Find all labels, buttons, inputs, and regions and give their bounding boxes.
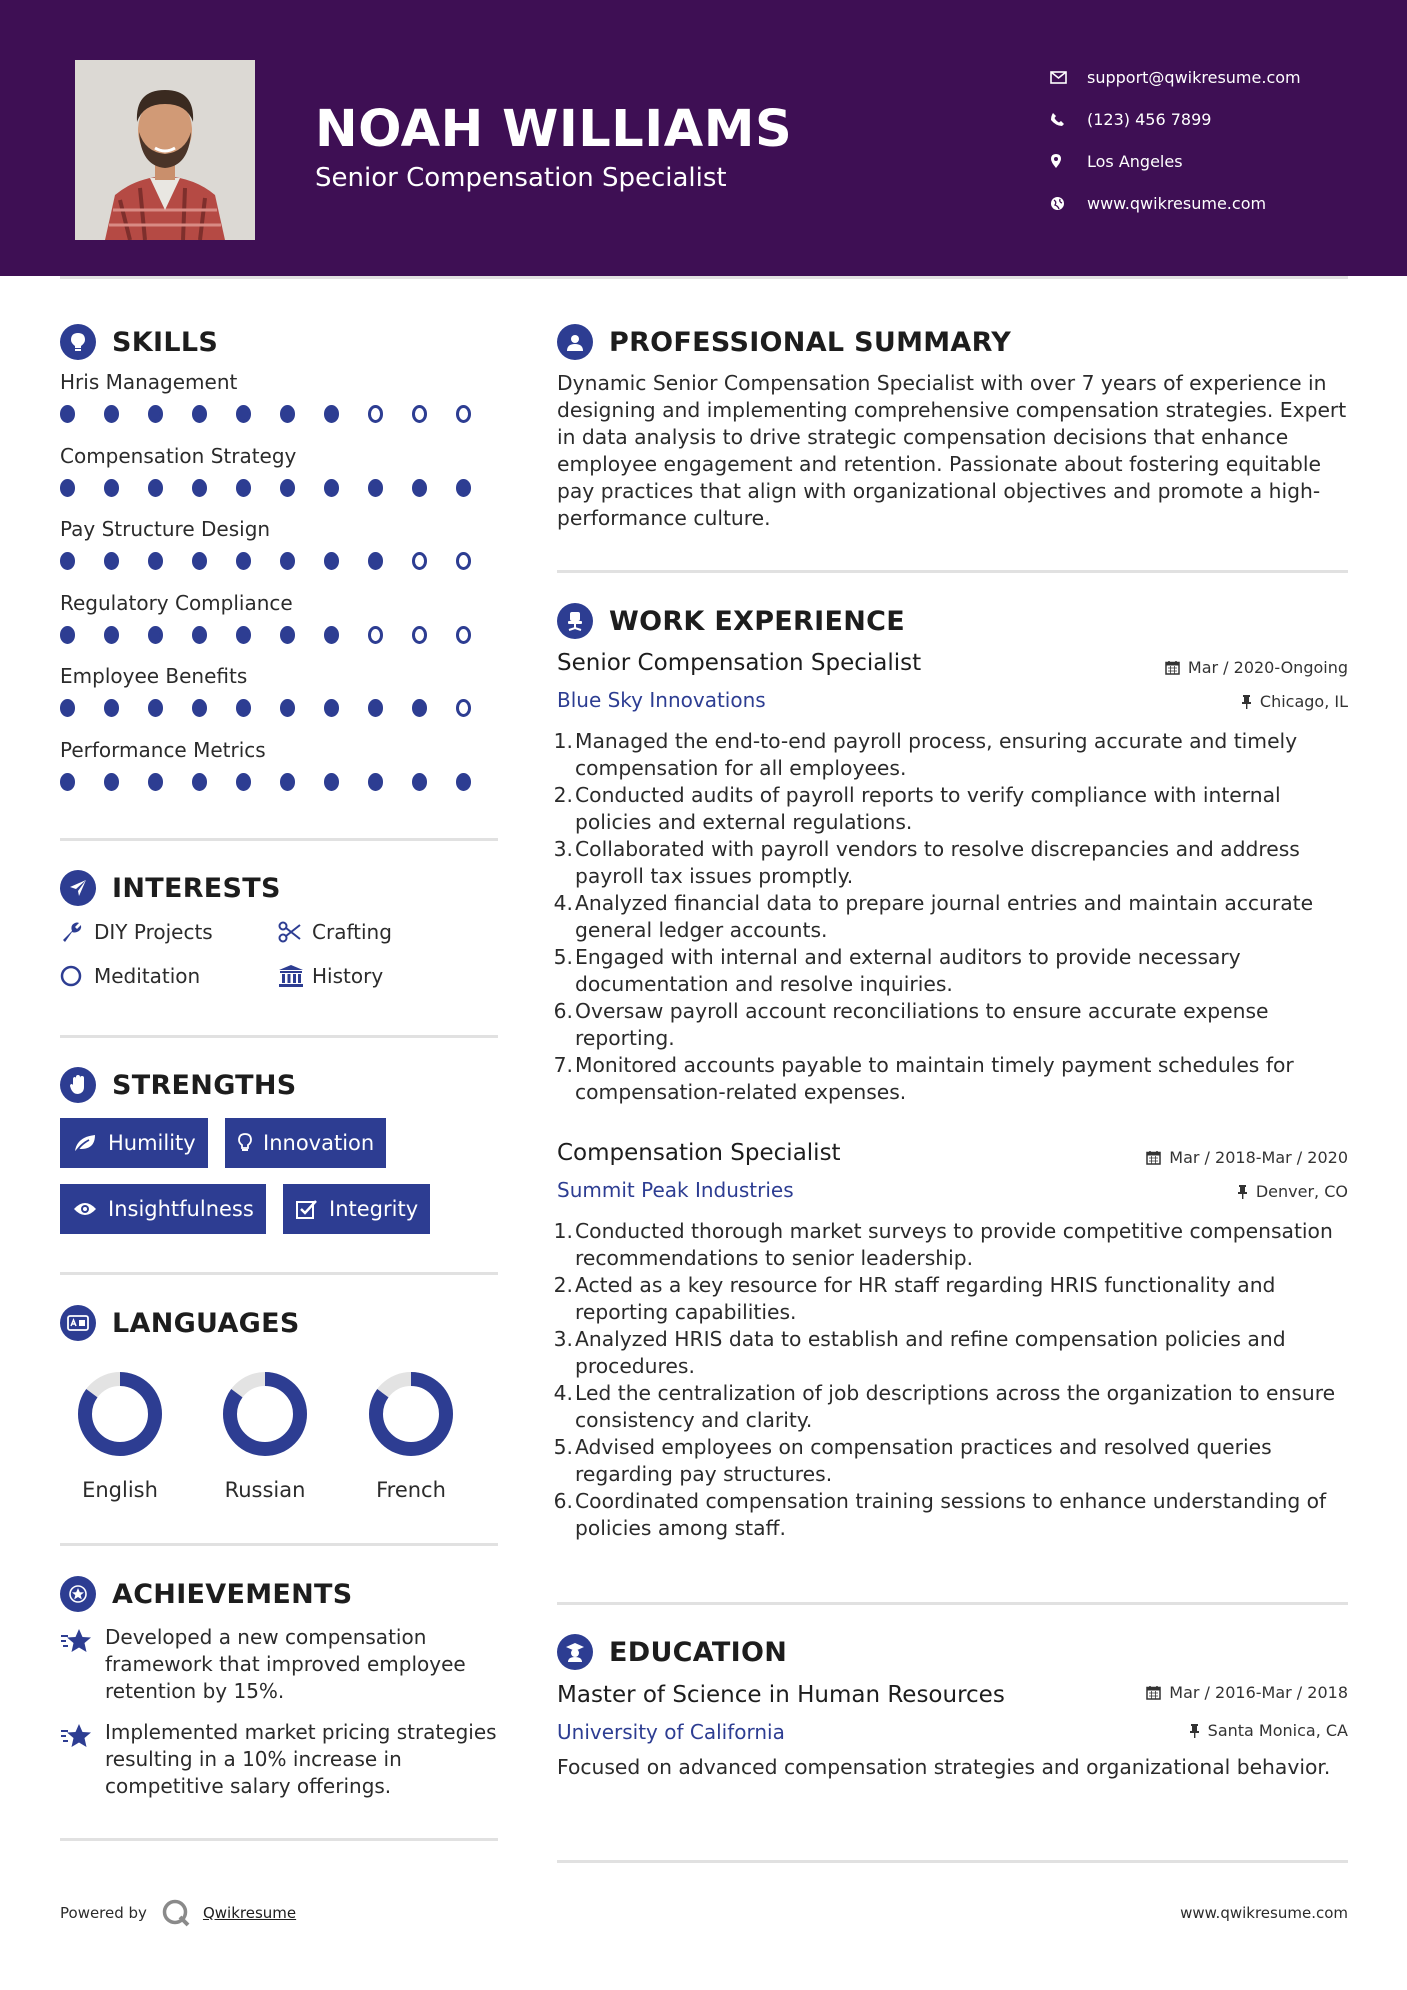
rating-dot-filled bbox=[60, 405, 75, 423]
job-dates bbox=[1146, 1148, 1348, 1167]
rating-dot-filled bbox=[148, 773, 163, 791]
languages-heading bbox=[60, 1303, 300, 1343]
skill-name: Employee Benefits bbox=[60, 664, 248, 688]
rating-dot-empty bbox=[456, 699, 471, 717]
rating-dot-filled bbox=[280, 626, 295, 644]
interest-label: Crafting bbox=[312, 920, 392, 944]
responsibility-item bbox=[553, 836, 1347, 890]
job-dates-text: Mar / 2020-Ongoing bbox=[1187, 658, 1348, 677]
job-location bbox=[1241, 692, 1348, 711]
strength-label: Insightfulness bbox=[108, 1197, 254, 1221]
item-text: Led the centralization of job descriptions across the organization to ensure consistency and clarity. bbox=[575, 1381, 1336, 1432]
item-number: 2. bbox=[553, 783, 573, 807]
achievement-text: Developed a new compensation framework that improved employee retention by 15%. bbox=[105, 1625, 466, 1703]
lightbulb-icon bbox=[238, 1133, 252, 1153]
strength-tag bbox=[60, 1184, 266, 1234]
item-text: Monitored accounts payable to maintain timely payment schedules for compensation-related expenses. bbox=[575, 1053, 1294, 1104]
rating-dot-filled bbox=[324, 699, 339, 717]
header-divider bbox=[60, 276, 1348, 279]
strength-label: Humility bbox=[108, 1131, 196, 1155]
education-heading bbox=[557, 1632, 787, 1672]
language-level-donut bbox=[215, 1364, 315, 1464]
rating-dot-filled bbox=[324, 479, 339, 497]
language-label: French bbox=[376, 1478, 446, 1502]
job-title: Compensation Specialist bbox=[557, 1140, 841, 1166]
responsibility-item bbox=[553, 890, 1347, 944]
item-number: 2. bbox=[553, 1273, 573, 1297]
rating-dot-filled bbox=[192, 773, 207, 791]
skill-rating bbox=[60, 479, 500, 497]
phone-icon bbox=[1050, 112, 1087, 127]
rating-dot-filled bbox=[324, 626, 339, 644]
language-label: English bbox=[82, 1478, 158, 1502]
skill-name: Regulatory Compliance bbox=[60, 590, 293, 615]
achievements-heading bbox=[60, 1574, 353, 1614]
company-name[interactable]: Summit Peak Industries bbox=[557, 1178, 794, 1202]
scissors-icon bbox=[278, 921, 312, 943]
skill-name: Pay Structure Design bbox=[60, 517, 271, 541]
item-number: 4. bbox=[553, 1381, 573, 1405]
strength-tag bbox=[283, 1184, 430, 1234]
skill-item bbox=[60, 591, 500, 644]
interest-label: Meditation bbox=[94, 964, 201, 988]
rating-dot-filled bbox=[280, 552, 295, 570]
responsibility-item bbox=[553, 1434, 1347, 1488]
rating-dot-filled bbox=[60, 552, 75, 570]
degree-title: Master of Science in Human Resources bbox=[557, 1682, 1005, 1708]
strengths-heading bbox=[60, 1065, 297, 1105]
item-text: Acted as a key resource for HR staff regarding HRIS functionality and reporting capabilities. bbox=[575, 1273, 1276, 1324]
education-dates-text: Mar / 2016-Mar / 2018 bbox=[1169, 1683, 1348, 1702]
skill-item bbox=[60, 517, 500, 570]
rating-dot-filled bbox=[104, 626, 119, 644]
item-text: Collaborated with payroll vendors to resolve discrepancies and address payroll tax issues promptly. bbox=[575, 837, 1300, 888]
rating-dot-empty bbox=[456, 552, 471, 570]
pushpin-icon bbox=[1237, 1184, 1248, 1199]
museum-icon bbox=[278, 964, 312, 988]
job-responsibilities bbox=[553, 1218, 1347, 1542]
item-number: 5. bbox=[553, 1435, 573, 1459]
item-text: Conducted audits of payroll reports to verify compliance with internal policies and external regulations. bbox=[575, 783, 1281, 834]
rating-dot-filled bbox=[236, 699, 251, 717]
map-pin-icon bbox=[1050, 153, 1087, 169]
globe-icon bbox=[1050, 196, 1087, 211]
summary-heading bbox=[557, 322, 1011, 362]
rating-dot-filled bbox=[148, 552, 163, 570]
contact-phone[interactable] bbox=[1050, 98, 1370, 140]
rating-dot-filled bbox=[148, 405, 163, 423]
rating-dot-filled bbox=[148, 479, 163, 497]
interest-item bbox=[278, 917, 392, 947]
interests-title: INTERESTS bbox=[112, 872, 281, 904]
calendar-icon bbox=[1146, 1685, 1161, 1700]
candidate-title: Senior Compensation Specialist bbox=[315, 163, 727, 193]
item-text: Advised employees on compensation practices and resolved queries regarding pay structures. bbox=[575, 1435, 1272, 1486]
skills-title: SKILLS bbox=[112, 326, 219, 358]
rating-dot-filled bbox=[412, 699, 427, 717]
rating-dot-filled bbox=[412, 479, 427, 497]
contact-phone-text: (123) 456 7899 bbox=[1087, 109, 1212, 129]
rating-dot-filled bbox=[192, 699, 207, 717]
contact-location bbox=[1050, 140, 1370, 182]
rating-dot-filled bbox=[148, 699, 163, 717]
achievement-text: Implemented market pricing strategies resulting in a 10% increase in competitive salary offerings. bbox=[105, 1720, 497, 1798]
rating-dot-filled bbox=[60, 626, 75, 644]
contact-website[interactable] bbox=[1050, 182, 1370, 224]
job-responsibilities bbox=[553, 728, 1347, 1106]
rating-dot-empty bbox=[456, 626, 471, 644]
rating-dot-filled bbox=[192, 552, 207, 570]
rating-dot-filled bbox=[324, 405, 339, 423]
pushpin-icon bbox=[1241, 694, 1252, 709]
job-dates bbox=[1165, 658, 1348, 677]
eye-icon bbox=[73, 1201, 97, 1217]
interest-item bbox=[60, 917, 213, 947]
responsibility-item bbox=[553, 1380, 1347, 1434]
user-icon bbox=[557, 324, 593, 360]
rating-dot-filled bbox=[456, 773, 471, 791]
checkbox-icon bbox=[296, 1199, 318, 1219]
hand-icon bbox=[60, 1067, 96, 1103]
summary-title: PROFESSIONAL SUMMARY bbox=[609, 326, 1012, 358]
language-card-icon bbox=[60, 1305, 96, 1341]
rating-dot-filled bbox=[280, 479, 295, 497]
rating-dot-filled bbox=[280, 699, 295, 717]
rating-dot-filled bbox=[60, 699, 75, 717]
education-location-text: Santa Monica, CA bbox=[1207, 1721, 1348, 1740]
item-text: Analyzed financial data to prepare journal entries and maintain accurate general ledger accounts. bbox=[575, 891, 1314, 942]
rating-dot-filled bbox=[192, 479, 207, 497]
company-name[interactable]: Blue Sky Innovations bbox=[557, 688, 766, 712]
language-label: Russian bbox=[224, 1478, 306, 1502]
star-icon bbox=[60, 1576, 96, 1612]
resume-header bbox=[0, 0, 1407, 276]
rating-dot-filled bbox=[236, 773, 251, 791]
divider bbox=[557, 1860, 1348, 1863]
skill-rating bbox=[60, 552, 500, 570]
languages-title: LANGUAGES bbox=[112, 1307, 300, 1339]
item-text: Coordinated compensation training sessions to enhance understanding of policies among staff. bbox=[575, 1489, 1327, 1540]
rating-dot-filled bbox=[60, 773, 75, 791]
item-text: Analyzed HRIS data to establish and refine compensation policies and procedures. bbox=[575, 1327, 1286, 1378]
experience-title: WORK EXPERIENCE bbox=[609, 605, 905, 637]
circle-icon bbox=[60, 965, 94, 987]
rating-dot-filled bbox=[104, 552, 119, 570]
achievement-item bbox=[60, 1719, 500, 1800]
strength-label: Integrity bbox=[329, 1197, 419, 1221]
candidate-name: NOAH WILLIAMS bbox=[315, 100, 793, 159]
contact-list bbox=[1050, 56, 1370, 224]
skill-name: Hris Management bbox=[60, 370, 238, 394]
language-level-donut bbox=[70, 1364, 170, 1464]
achievements-title: ACHIEVEMENTS bbox=[112, 1578, 353, 1610]
skill-rating bbox=[60, 699, 500, 717]
person-photo-icon bbox=[75, 60, 255, 240]
job-location bbox=[1237, 1182, 1348, 1201]
rating-dot-filled bbox=[236, 552, 251, 570]
footer-url[interactable]: www.qwikresume.com bbox=[1180, 1904, 1348, 1922]
skill-item bbox=[60, 664, 500, 717]
skill-rating bbox=[60, 773, 500, 791]
language-item bbox=[346, 1364, 476, 1502]
rating-dot-filled bbox=[324, 552, 339, 570]
qwikresume-link[interactable]: Qwikresume bbox=[202, 1904, 297, 1922]
rating-dot-filled bbox=[148, 626, 163, 644]
rating-dot-filled bbox=[280, 773, 295, 791]
leaf-icon bbox=[73, 1133, 97, 1153]
education-description: Focused on advanced compensation strategies and organizational behavior. bbox=[557, 1755, 1331, 1779]
contact-location-text: Los Angeles bbox=[1087, 151, 1183, 171]
rating-dot-empty bbox=[412, 552, 427, 570]
rating-dot-filled bbox=[192, 626, 207, 644]
star-badge-icon bbox=[60, 1719, 105, 1800]
profile-photo bbox=[75, 60, 255, 240]
item-number: 1. bbox=[553, 729, 573, 753]
education-title: EDUCATION bbox=[609, 1636, 788, 1668]
rating-dot-empty bbox=[412, 405, 427, 423]
powered-by-text: Powered by bbox=[60, 1904, 147, 1922]
contact-email-text: support@qwikresume.com bbox=[1087, 67, 1301, 87]
item-number: 3. bbox=[553, 837, 573, 861]
divider bbox=[60, 1838, 498, 1841]
skill-name: Performance Metrics bbox=[60, 737, 266, 762]
contact-website-text: www.qwikresume.com bbox=[1087, 193, 1267, 213]
responsibility-item bbox=[553, 944, 1347, 998]
responsibility-item bbox=[553, 1218, 1347, 1272]
rating-dot-filled bbox=[104, 405, 119, 423]
item-number: 6. bbox=[553, 1489, 573, 1513]
divider bbox=[60, 1035, 498, 1038]
rating-dot-filled bbox=[192, 405, 207, 423]
job-title: Senior Compensation Specialist bbox=[557, 650, 922, 676]
calendar-icon bbox=[1146, 1150, 1161, 1165]
responsibility-item bbox=[553, 998, 1347, 1052]
interests-heading bbox=[60, 868, 281, 908]
pushpin-icon bbox=[1189, 1723, 1200, 1738]
item-text: Managed the end-to-end payroll process, ensuring accurate and timely compensation for all employees. bbox=[575, 729, 1298, 780]
item-number: 7. bbox=[553, 1053, 573, 1077]
rating-dot-filled bbox=[236, 479, 251, 497]
language-level-donut bbox=[361, 1364, 461, 1464]
interest-label: DIY Projects bbox=[94, 920, 213, 944]
skill-item bbox=[60, 370, 500, 423]
rating-dot-filled bbox=[236, 626, 251, 644]
rating-dot-filled bbox=[324, 773, 339, 791]
item-number: 5. bbox=[553, 945, 573, 969]
skills-heading bbox=[60, 322, 218, 362]
rating-dot-empty bbox=[368, 626, 383, 644]
experience-heading bbox=[557, 601, 905, 641]
interest-item bbox=[278, 961, 383, 991]
item-number: 4. bbox=[553, 891, 573, 915]
footer-powered-by bbox=[60, 1898, 296, 1928]
strength-tag bbox=[225, 1118, 386, 1168]
skill-rating bbox=[60, 626, 500, 644]
rating-dot-filled bbox=[368, 552, 383, 570]
skill-name: Compensation Strategy bbox=[60, 443, 297, 468]
divider bbox=[60, 1543, 498, 1546]
calendar-icon bbox=[1165, 660, 1180, 675]
star-badge-icon bbox=[60, 1624, 105, 1705]
lightbulb-icon bbox=[60, 324, 96, 360]
interest-label: History bbox=[312, 964, 384, 988]
language-item bbox=[55, 1364, 185, 1502]
divider bbox=[557, 1602, 1348, 1605]
rating-dot-filled bbox=[104, 699, 119, 717]
job-location-text: Denver, CO bbox=[1255, 1182, 1348, 1201]
rating-dot-filled bbox=[368, 479, 383, 497]
rating-dot-filled bbox=[236, 405, 251, 423]
rating-dot-filled bbox=[412, 773, 427, 791]
rating-dot-filled bbox=[456, 479, 471, 497]
skill-rating bbox=[60, 405, 500, 423]
divider bbox=[60, 838, 498, 841]
item-text: Engaged with internal and external auditors to provide necessary documentation and resolve inquiries. bbox=[575, 945, 1241, 996]
responsibility-item bbox=[553, 1326, 1347, 1380]
responsibility-item bbox=[553, 1488, 1347, 1542]
responsibility-item bbox=[553, 782, 1347, 836]
rating-dot-filled bbox=[104, 479, 119, 497]
graduate-icon bbox=[557, 1634, 593, 1670]
strength-tag bbox=[60, 1118, 208, 1168]
responsibility-item bbox=[553, 1272, 1347, 1326]
item-text: Conducted thorough market surveys to provide competitive compensation recommendations to senior leadership. bbox=[575, 1219, 1333, 1270]
education-location bbox=[1189, 1721, 1348, 1740]
rating-dot-filled bbox=[280, 405, 295, 423]
contact-email[interactable] bbox=[1050, 56, 1370, 98]
item-number: 6. bbox=[553, 999, 573, 1023]
responsibility-item bbox=[553, 728, 1347, 782]
item-number: 3. bbox=[553, 1327, 573, 1351]
rating-dot-empty bbox=[412, 626, 427, 644]
rating-dot-filled bbox=[368, 699, 383, 717]
rating-dot-filled bbox=[368, 773, 383, 791]
strengths-title: STRENGTHS bbox=[112, 1069, 297, 1101]
rating-dot-filled bbox=[104, 773, 119, 791]
summary-text: Dynamic Senior Compensation Specialist with over 7 years of experience in designing and implementing comprehensive compensation strategies. Expert in data analysis to drive strategic compensation decisions that enhance employee engagement and retention. Passionate about fostering equitable pay practices that align with organizational objectives and promote a high-performance culture. bbox=[557, 371, 1347, 530]
responsibility-item bbox=[553, 1052, 1347, 1106]
rating-dot-empty bbox=[368, 405, 383, 423]
wrench-icon bbox=[60, 921, 94, 943]
skill-item bbox=[60, 738, 500, 791]
office-chair-icon bbox=[557, 603, 593, 639]
rating-dot-filled bbox=[60, 479, 75, 497]
divider bbox=[557, 570, 1348, 573]
item-number: 1. bbox=[553, 1219, 573, 1243]
divider bbox=[60, 1272, 498, 1275]
qwikresume-logo-icon bbox=[161, 1898, 191, 1928]
job-location-text: Chicago, IL bbox=[1259, 692, 1348, 711]
achievement-item bbox=[60, 1624, 500, 1705]
item-text: Oversaw payroll account reconciliations to ensure accurate expense reporting. bbox=[575, 999, 1269, 1050]
envelope-icon bbox=[1050, 71, 1087, 84]
school-name[interactable]: University of California bbox=[557, 1720, 785, 1744]
rating-dot-empty bbox=[456, 405, 471, 423]
interest-item bbox=[60, 961, 200, 991]
job-dates-text: Mar / 2018-Mar / 2020 bbox=[1169, 1148, 1348, 1167]
paper-plane-icon bbox=[60, 870, 96, 906]
strength-label: Innovation bbox=[263, 1131, 375, 1155]
skill-item bbox=[60, 444, 500, 497]
education-dates bbox=[1146, 1683, 1348, 1702]
language-item bbox=[200, 1364, 330, 1502]
